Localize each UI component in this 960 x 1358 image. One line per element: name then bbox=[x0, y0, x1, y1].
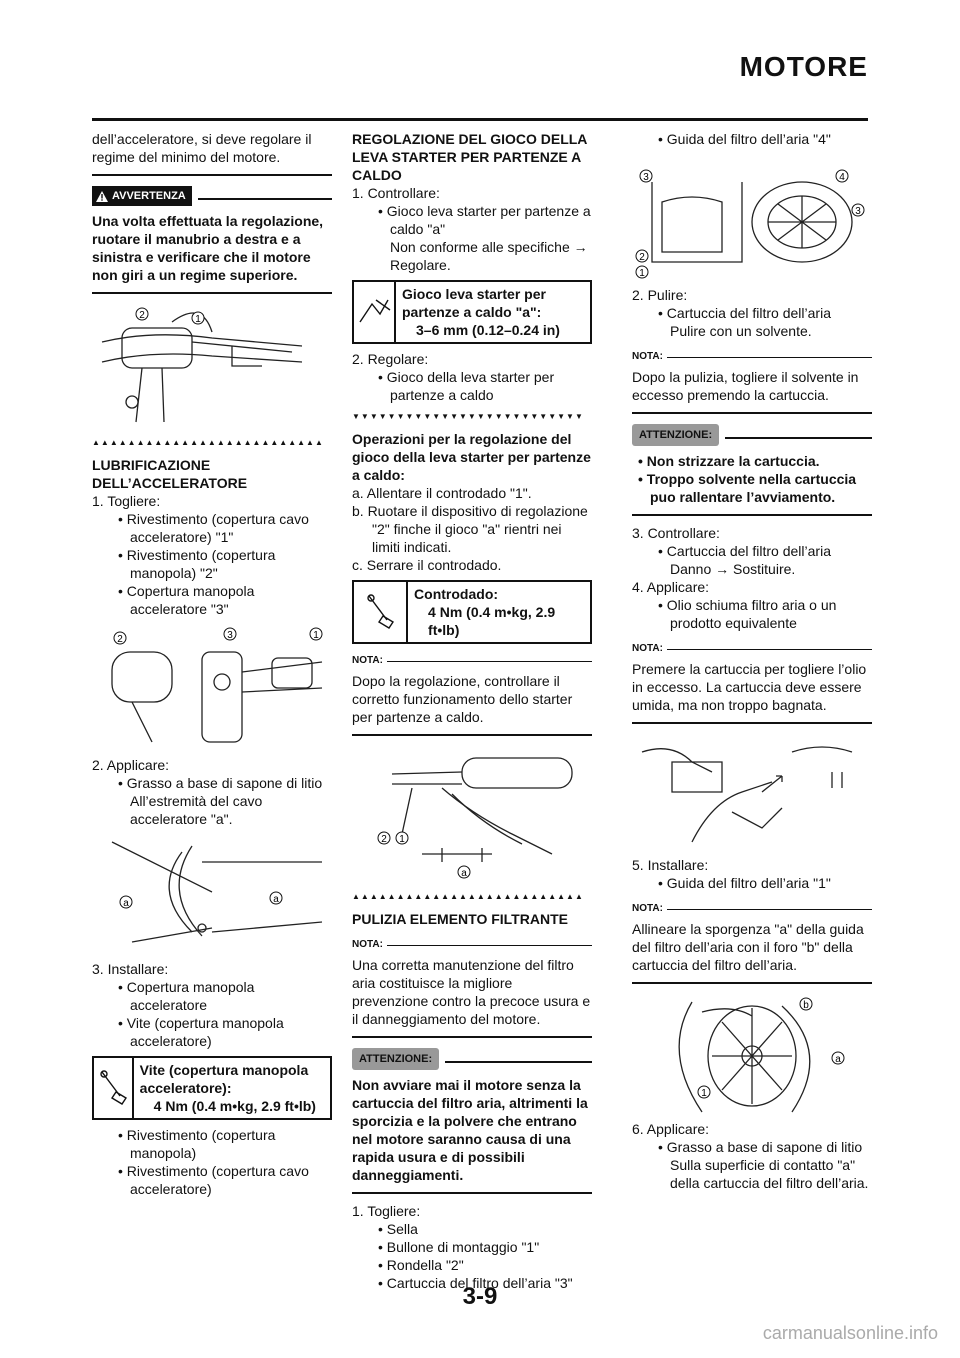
list-item: • Cartuccia del filtro dell’aria bbox=[658, 543, 831, 559]
divider bbox=[92, 174, 332, 176]
free-play-spec-box bbox=[352, 280, 592, 344]
callout-label: 1 bbox=[701, 1088, 707, 1099]
triangle-separator: ▼▼▼▼▼▼▼▼▼▼▼▼▼▼▼▼▼▼▼▼▼▼▼▼▼▼ bbox=[352, 412, 584, 421]
torque-wrench-icon bbox=[354, 582, 408, 642]
section-heading: REGOLAZIONE DEL GIOCO DELLA LEVA STARTER PER PARTENZE A CALDO bbox=[352, 131, 587, 183]
intro-text: dell’acceleratore, si deve regolare il regime del minimo del motore. bbox=[92, 131, 312, 165]
list-item: • Copertura manopola acceleratore "3" bbox=[118, 583, 255, 617]
callout-label: 3 bbox=[643, 172, 649, 183]
note-text: Dopo la pulizia, togliere il solvente in eccesso premendo la cartuccia. bbox=[632, 369, 859, 403]
section-title: MOTORE bbox=[739, 51, 868, 82]
attention-item: • Non strizzare la cartuccia. bbox=[638, 453, 820, 469]
step: 1. Togliere: bbox=[92, 493, 161, 509]
divider bbox=[632, 514, 872, 516]
figure-air-filter bbox=[632, 152, 872, 282]
note-text: Una corretta manutenzione del filtro aria costituisce la migliore prevenzione contro la precoce usura e il danneggiamento del motore. bbox=[352, 957, 591, 1027]
list-item: • Bullone di montaggio "1" bbox=[378, 1239, 540, 1255]
list-subtext: Non conforme alle specifiche → bbox=[390, 239, 588, 255]
divider bbox=[632, 412, 872, 414]
list-item: • Cartuccia del filtro dell’aria "3" bbox=[378, 1275, 573, 1291]
list-item: • Olio schiuma filtro aria o un prodotto equivalente bbox=[658, 597, 837, 631]
procedure-title: Operazioni per la regolazione del gioco della leva starter per partenze a caldo: bbox=[352, 431, 591, 483]
torque-spec-box bbox=[92, 1056, 332, 1120]
list-item: • Rondella "2" bbox=[378, 1257, 464, 1273]
list-item: • Rivestimento (copertura manopola) "2" bbox=[118, 547, 276, 581]
column-middle bbox=[352, 130, 592, 1292]
list-subtext: Regolare. bbox=[390, 257, 451, 273]
step: 3. Controllare: bbox=[632, 525, 720, 541]
step: 3. Installare: bbox=[92, 961, 169, 977]
divider bbox=[632, 982, 872, 984]
list-item: • Gioco leva starter per partenze a caldo "a" bbox=[378, 203, 591, 237]
list-subtext: Danno → Sostituire. bbox=[670, 561, 796, 577]
callout-label: 2 bbox=[139, 310, 145, 321]
list-item: • Guida del filtro dell’aria "1" bbox=[658, 875, 831, 891]
note-text: Allineare la sporgenza "a" della guida del filtro dell’aria con il foro "b" della cartuccia del filtro dell’aria. bbox=[632, 921, 864, 973]
triangle-separator: ▲▲▲▲▲▲▲▲▲▲▲▲▲▲▲▲▲▲▲▲▲▲▲▲▲▲ bbox=[352, 892, 584, 901]
callout-label: 1 bbox=[195, 314, 201, 325]
divider bbox=[352, 1192, 592, 1194]
step: 1. Controllare: bbox=[352, 185, 440, 201]
list-item: • Copertura manopola acceleratore bbox=[118, 979, 255, 1013]
watermark: carmanualsonline.info bbox=[762, 1323, 938, 1343]
page-header bbox=[0, 0, 960, 130]
figure-filter-guide bbox=[632, 992, 872, 1116]
warning-badge bbox=[92, 186, 192, 206]
attention-badge: ATTENZIONE: bbox=[352, 1048, 439, 1070]
step: 4. Applicare: bbox=[632, 579, 710, 595]
list-item: • Sella bbox=[378, 1221, 418, 1237]
list-subtext: Pulire con un solvente. bbox=[670, 323, 812, 339]
note-header: NOTA: bbox=[352, 652, 592, 670]
list-item: • Grasso a base di sapone di litio bbox=[118, 775, 323, 791]
spec-title: Vite (copertura manopola acceleratore): bbox=[139, 1062, 309, 1096]
note-text: Premere la cartuccia per togliere l’olio in eccesso. La cartuccia deve essere umida, ma non troppo bagnata. bbox=[632, 661, 867, 713]
column-left bbox=[92, 130, 332, 1198]
note-text: Dopo la regolazione, controllare il corretto funzionamento dello starter per partenze a caldo. bbox=[352, 673, 573, 725]
step: 5. Installare: bbox=[632, 857, 709, 873]
spec-title: Gioco leva starter per partenze a caldo "a": bbox=[402, 286, 546, 320]
step: 1. Togliere: bbox=[352, 1203, 421, 1219]
figure-grip-covers bbox=[92, 622, 332, 752]
figure-handlebar-cable bbox=[92, 302, 332, 430]
note-header: NOTA: bbox=[632, 900, 872, 918]
divider bbox=[92, 292, 332, 294]
note-header: NOTA: bbox=[352, 936, 592, 954]
lubrication-title: LUBRIFICAZIONE DELL’ACCELERATORE bbox=[92, 457, 248, 491]
divider bbox=[352, 1036, 592, 1038]
warning-label: AVVERTENZA bbox=[112, 190, 186, 202]
attention-badge: ATTENZIONE: bbox=[632, 424, 719, 446]
callout-label: 2 bbox=[381, 834, 387, 845]
list-item: • Cartuccia del filtro dell’aria bbox=[658, 305, 831, 321]
header-rule bbox=[92, 118, 868, 121]
attention-header bbox=[632, 424, 872, 446]
torque-wrench-icon bbox=[94, 1058, 134, 1118]
list-item: • Gioco della leva starter per partenze a caldo bbox=[378, 369, 555, 403]
callout-label: 4 bbox=[839, 172, 845, 183]
step: 6. Applicare: bbox=[632, 1121, 710, 1137]
callout-label: 2 bbox=[639, 252, 645, 263]
list-item: • Rivestimento (copertura cavo acceleratore) bbox=[118, 1163, 309, 1197]
callout-label: 3 bbox=[855, 206, 861, 217]
divider bbox=[352, 734, 592, 736]
section-heading: PULIZIA ELEMENTO FILTRANTE bbox=[352, 911, 568, 927]
list-item: • Vite (copertura manopola acceleratore) bbox=[118, 1015, 284, 1049]
step: 2. Regolare: bbox=[352, 351, 429, 367]
callout-label: 1 bbox=[399, 834, 405, 845]
callout-label: a bbox=[123, 898, 129, 909]
note-header: NOTA: bbox=[632, 348, 872, 366]
list-item: • Rivestimento (copertura manopola) bbox=[118, 1127, 276, 1161]
warning-header bbox=[92, 186, 332, 206]
warning-triangle-icon bbox=[96, 191, 108, 202]
list-subtext: All’estremità del cavo acceleratore "a". bbox=[130, 793, 263, 827]
spec-value: 4 Nm (0.4 m•kg, 2.9 ft•lb) bbox=[428, 604, 556, 638]
figure-cable-end bbox=[92, 832, 332, 956]
attention-item: • Troppo solvente nella cartuccia puo rallentare l’avviamento. bbox=[638, 471, 857, 505]
lever-gauge-icon bbox=[354, 282, 396, 342]
procedure-step: a. Allentare il controdado "1". bbox=[352, 485, 532, 501]
figure-starter-lever bbox=[352, 744, 592, 884]
callout-label: b bbox=[803, 1000, 809, 1011]
step: 2. Pulire: bbox=[632, 287, 688, 303]
note-header: NOTA: bbox=[632, 640, 872, 658]
spec-value: 4 Nm (0.4 m•kg, 2.9 ft•lb) bbox=[153, 1098, 316, 1114]
list-item: • Grasso a base di sapone di litio bbox=[658, 1139, 863, 1155]
column-right bbox=[632, 130, 872, 1192]
page-number: 3-9 bbox=[462, 1283, 498, 1310]
callout-label: a bbox=[273, 894, 279, 905]
attention-header bbox=[352, 1048, 592, 1070]
callout-label: a bbox=[835, 1054, 841, 1065]
divider bbox=[632, 722, 872, 724]
callout-label: 3 bbox=[227, 630, 233, 641]
locknut-spec-box bbox=[352, 580, 592, 644]
procedure-step: b. Ruotare il dispositivo di regolazione "2" finche il gioco "a" rientri nei limiti indicati. bbox=[352, 503, 588, 555]
spec-title: Controdado: bbox=[414, 586, 499, 602]
triangle-separator: ▲▲▲▲▲▲▲▲▲▲▲▲▲▲▲▲▲▲▲▲▲▲▲▲▲▲ bbox=[92, 438, 324, 447]
spec-value: 3–6 mm (0.12–0.24 in) bbox=[416, 322, 560, 338]
list-item: • Rivestimento (copertura cavo acceleratore) "1" bbox=[118, 511, 309, 545]
callout-label: a bbox=[461, 868, 467, 879]
attention-text: Non avviare mai il motore senza la cartuccia del filtro aria, altrimenti la sporcizia e la polvere che entrano nel motore saranno causa di una rapida usura e di possibili danneggiamenti. bbox=[352, 1077, 588, 1183]
callout-label: 1 bbox=[313, 630, 319, 641]
figure-oiling-cartridge bbox=[632, 732, 872, 852]
list-item: • Guida del filtro dell’aria "4" bbox=[658, 131, 831, 147]
step: 2. Applicare: bbox=[92, 757, 170, 773]
warning-text: Una volta effettuata la regolazione, ruotare il manubrio a destra e a sinistra e verificare che il motore non giri a un regime superiore. bbox=[92, 213, 324, 283]
callout-label: 2 bbox=[117, 634, 123, 645]
list-subtext: Sulla superficie di contatto "a" della cartuccia del filtro dell’aria. bbox=[670, 1157, 869, 1191]
procedure-step: c. Serrare il controdado. bbox=[352, 557, 502, 573]
callout-label: 1 bbox=[639, 268, 645, 279]
